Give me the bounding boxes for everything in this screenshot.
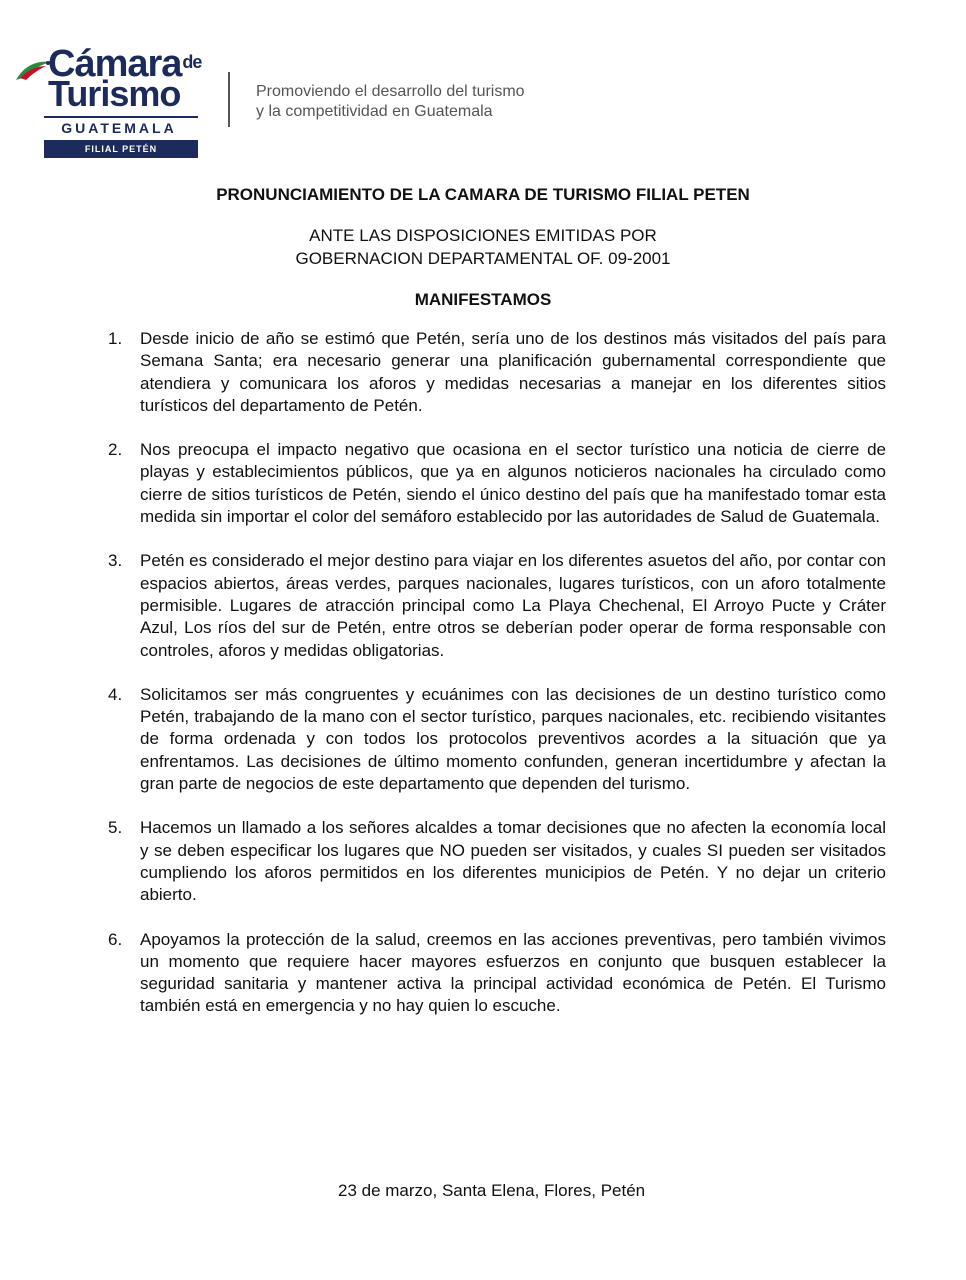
tagline-line-1: Promoviendo el desarrollo del turismo — [256, 83, 525, 100]
list-item — [108, 550, 886, 661]
section-heading: MANIFESTAMOS — [414, 290, 552, 309]
logo-text-guatemala: GUATEMALA — [61, 120, 177, 136]
item-text: Apoyamos la protección de la salud, creemos en las acciones preventivas, pero también vivimos un momento que requiere hacer mayores esfuerzos en conjunto que busquen establecer la seguridad sanitaria y mantener activa la principal actividad económica de Petén. El Turismo también está en emergencia y no hay quien lo escuche. — [140, 929, 886, 1016]
logo-filial-badge: FILIAL PETÉN — [44, 140, 198, 158]
date-location: 23 de marzo, Santa Elena, Flores, Petén — [338, 1181, 646, 1200]
list-item — [108, 929, 886, 1018]
tagline — [256, 82, 525, 122]
subtitle-line-1: ANTE LAS DISPOSICIONES EMITIDAS POR — [309, 226, 657, 245]
list-item — [108, 328, 886, 417]
logo-divider — [44, 116, 198, 118]
item-number: 6. — [108, 929, 123, 949]
statement-list — [108, 328, 886, 1040]
document-title: PRONUNCIAMIENTO DE LA CAMARA DE TURISMO FILIAL PETEN — [216, 185, 750, 204]
tagline-line-2: y la competitividad en Guatemala — [256, 103, 493, 120]
item-text: Solicitamos ser más congruentes y ecuánimes con las decisiones de un destino turístico como Petén, trabajando de la mano con el sector turístico, parques nacionales, etc. recibiendo visitantes de forma ordenada y con todos los protocolos preventivos acordes a la situación que ya enfrentamos. Las decisiones de último momento confunden, generan incertidumbre y afectan la gran parte de negocios de este departamento que dependen del turismo. — [140, 684, 886, 794]
subtitle-line-2: GOBERNACION DEPARTAMENTAL OF. 09-2001 — [295, 249, 671, 268]
list-item — [108, 817, 886, 906]
item-number: 2. — [108, 440, 123, 460]
item-number: 4. — [108, 684, 123, 704]
list-item — [108, 684, 886, 795]
logo-text-turismo: Turismo — [48, 73, 181, 114]
item-text: Nos preocupa el impacto negativo que ocasiona en el sector turístico una noticia de cierre de playas y establecimientos públicos, que ya en algunos noticieros nacionales ha circulado como cierre de sitios turísticos de Petén, siendo el único destino del país que ha manifestado tomar esta medida sin importar el color del semáforo establecido por las autoridades de Salud de Guatemala. — [140, 440, 886, 527]
header-divider — [228, 72, 230, 127]
list-item — [108, 439, 886, 528]
chamber-logo — [14, 40, 200, 160]
document-subtitle — [0, 224, 966, 270]
item-text: Desde inicio de año se estimó que Petén, sería uno de los destinos más visitados del país para Semana Santa; era necesario generar una planificación gubernamental correspondiente que atendiera y comunicara los aforos y medidas necesarias a manejar en los diferentes sitios turísticos del departamento de Petén. — [140, 329, 886, 415]
item-number: 3. — [108, 551, 123, 571]
item-text: Hacemos un llamado a los señores alcaldes a tomar decisiones que no afecten la economía local y se deben especificar los lugares que NO pueden ser visitados, y cuales SI pueden ser visitados cumpliendo los aforos permitidos en los diferentes municipios de Petén. Y no dejar un criterio abierto. — [140, 818, 886, 905]
letterhead — [0, 0, 966, 165]
logo-text-camara: Cámara$^{de}$ — [48, 43, 202, 85]
item-text: Petén es considerado el mejor destino para viajar en los diferentes asuetos del año, por contar con espacios abiertos, áreas verdes, parques nacionales, lugares turísticos, con un aforo totalmente permisible. Lugares de atracción principal como La Playa Chechenal, El Arroyo Pucte y Cráter Azul, Los ríos del sur de Petén, entre otros se deberían poder operar de forma responsable con controles, aforos y medidas obligatorias. — [140, 551, 886, 660]
item-number: 5. — [108, 818, 123, 838]
item-number: 1. — [108, 329, 123, 348]
